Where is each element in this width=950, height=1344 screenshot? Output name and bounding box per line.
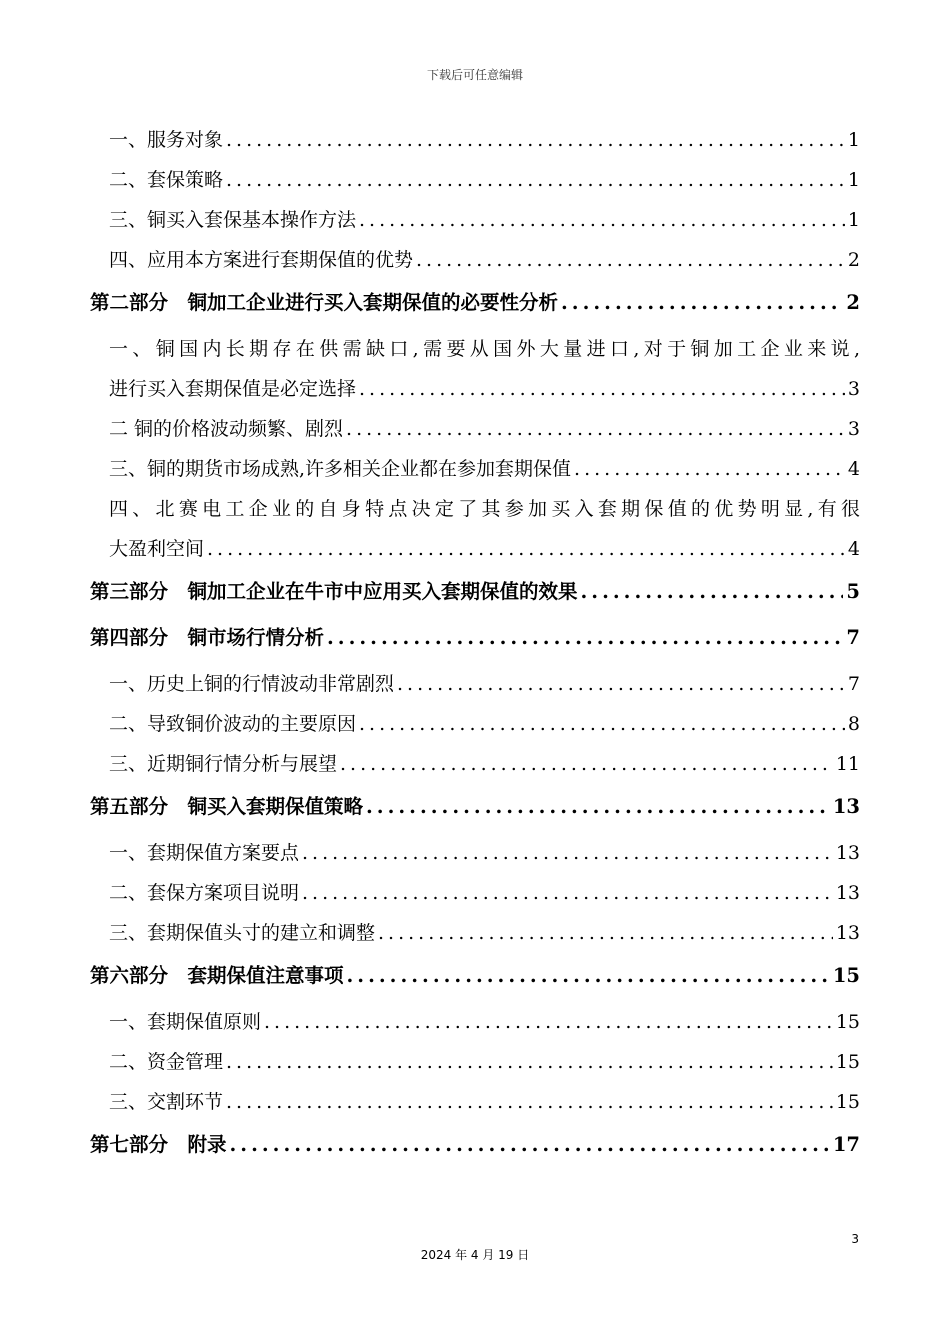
toc-entry-page-number: 15 [835,1091,860,1113]
table-of-contents [90,120,860,1171]
dot-leader [561,283,843,323]
toc-part-entry[interactable] [90,283,860,323]
toc-entry-page-number: 13 [835,922,860,944]
toc-entry-title: 四、应用本方案进行套期保值的优势 [109,249,414,271]
toc-section-entry[interactable] [90,489,860,569]
dot-leader [302,873,833,913]
dot-leader [226,1042,833,1082]
toc-section-entry[interactable] [90,1082,860,1122]
dot-leader [264,1002,833,1042]
dot-leader [226,160,845,200]
toc-entry-title: 二、套保方案项目说明 [109,882,300,904]
toc-entry-title: 二、资金管理 [109,1051,224,1073]
dot-leader [581,572,844,612]
page-number: 3 [851,1232,859,1246]
toc-entry-title: 三、套期保值头寸的建立和调整 [109,922,376,944]
toc-entry-page-number: 15 [835,1051,860,1073]
dot-leader [574,449,845,489]
toc-entry-title: 进行买入套期保值是必定选择 [109,378,357,400]
dot-leader [359,369,845,409]
toc-part-entry[interactable] [90,618,860,658]
toc-entry-title: 第四部分 铜市场行情分析 [90,626,325,649]
toc-section-entry[interactable] [90,833,860,873]
toc-entry-page-number: 2 [847,249,860,271]
dot-leader [416,240,845,280]
toc-entry-page-number: 15 [835,1011,860,1033]
dot-leader [347,956,830,996]
toc-entry-page-number: 4 [847,538,860,560]
toc-section-entry[interactable] [90,1002,860,1042]
toc-part-entry[interactable] [90,572,860,612]
toc-part-entry[interactable] [90,1125,860,1165]
toc-entry-title: 一、套期保值方案要点 [109,842,300,864]
toc-entry-page-number: 2 [846,291,860,314]
toc-section-entry[interactable] [90,449,860,489]
toc-entry-title: 一、套期保值原则 [109,1011,262,1033]
toc-section-entry[interactable] [90,240,860,280]
toc-entry-page-number: 17 [832,1133,860,1156]
toc-entry-page-number: 1 [847,129,860,151]
toc-entry-title-line1: 四、北赛电工企业的自身特点决定了其参加买入套期保值的优势明显,有很 [109,498,860,520]
toc-entry-title: 第六部分 套期保值注意事项 [90,964,344,987]
toc-section-entry[interactable] [90,744,860,784]
toc-entry-page-number: 3 [847,418,860,440]
toc-entry-page-number: 13 [835,842,860,864]
toc-section-entry[interactable] [90,329,860,409]
toc-entry-title: 三、铜买入套保基本操作方法 [109,209,357,231]
toc-part-entry[interactable] [90,956,860,996]
toc-entry-page-number: 4 [847,458,860,480]
toc-entry-page-number: 13 [835,882,860,904]
dot-leader [327,618,843,658]
toc-entry-title: 第二部分 铜加工企业进行买入套期保值的必要性分析 [90,291,559,314]
toc-part-entry[interactable] [90,787,860,827]
toc-entry-title: 三、铜的期货市场成熟,许多相关企业都在参加套期保值 [109,458,572,480]
toc-entry-page-number: 15 [832,964,860,987]
toc-entry-page-number: 7 [847,673,860,695]
toc-entry-page-number: 8 [847,713,860,735]
toc-entry-page-number: 5 [846,580,860,603]
page-header: 下载后可任意编辑 [426,68,523,82]
toc-section-entry[interactable] [90,160,860,200]
dot-leader [302,833,833,873]
toc-entry-title: 二 铜的价格波动频繁、剧烈 [109,418,344,440]
toc-section-entry[interactable] [90,704,860,744]
toc-entry-title: 大盈利空间 [109,538,205,560]
toc-entry-page-number: 11 [835,753,860,775]
dot-leader [230,1125,830,1165]
dot-leader [359,200,845,240]
toc-section-entry[interactable] [90,120,860,160]
toc-entry-title-line1: 一、铜国内长期存在供需缺口,需要从国外大量进口,对于铜加工企业来说, [109,338,860,360]
toc-entry-title: 一、历史上铜的行情波动非常剧烈 [109,673,395,695]
toc-entry-page-number: 7 [846,626,860,649]
dot-leader [378,913,833,953]
dot-leader [397,664,845,704]
dot-leader [366,787,830,827]
toc-section-entry[interactable] [90,409,860,449]
toc-entry-title: 二、导致铜价波动的主要原因 [109,713,357,735]
toc-entry-page-number: 1 [847,209,860,231]
toc-entry-page-number: 13 [832,795,860,818]
dot-leader [226,1082,833,1122]
toc-entry-title: 第五部分 铜买入套期保值策略 [90,795,364,818]
toc-entry-title: 三、交割环节 [109,1091,224,1113]
toc-entry-title: 第三部分 铜加工企业在牛市中应用买入套期保值的效果 [90,580,578,603]
toc-section-entry[interactable] [90,873,860,913]
toc-entry-page-number: 1 [847,169,860,191]
toc-entry-title: 一、服务对象 [109,129,224,151]
page-footer-date: 2024 年 4 月 19 日 [420,1248,530,1262]
toc-entry-title: 第七部分 附录 [90,1133,227,1156]
toc-section-entry[interactable] [90,664,860,704]
toc-entry-title: 二、套保策略 [109,169,224,191]
toc-section-entry[interactable] [90,913,860,953]
toc-section-entry[interactable] [90,200,860,240]
dot-leader [346,409,845,449]
dot-leader [359,704,845,744]
toc-entry-title: 三、近期铜行情分析与展望 [109,753,338,775]
dot-leader [226,120,845,160]
toc-section-entry[interactable] [90,1042,860,1082]
dot-leader [207,529,845,569]
dot-leader [340,744,833,784]
toc-entry-page-number: 3 [847,378,860,400]
